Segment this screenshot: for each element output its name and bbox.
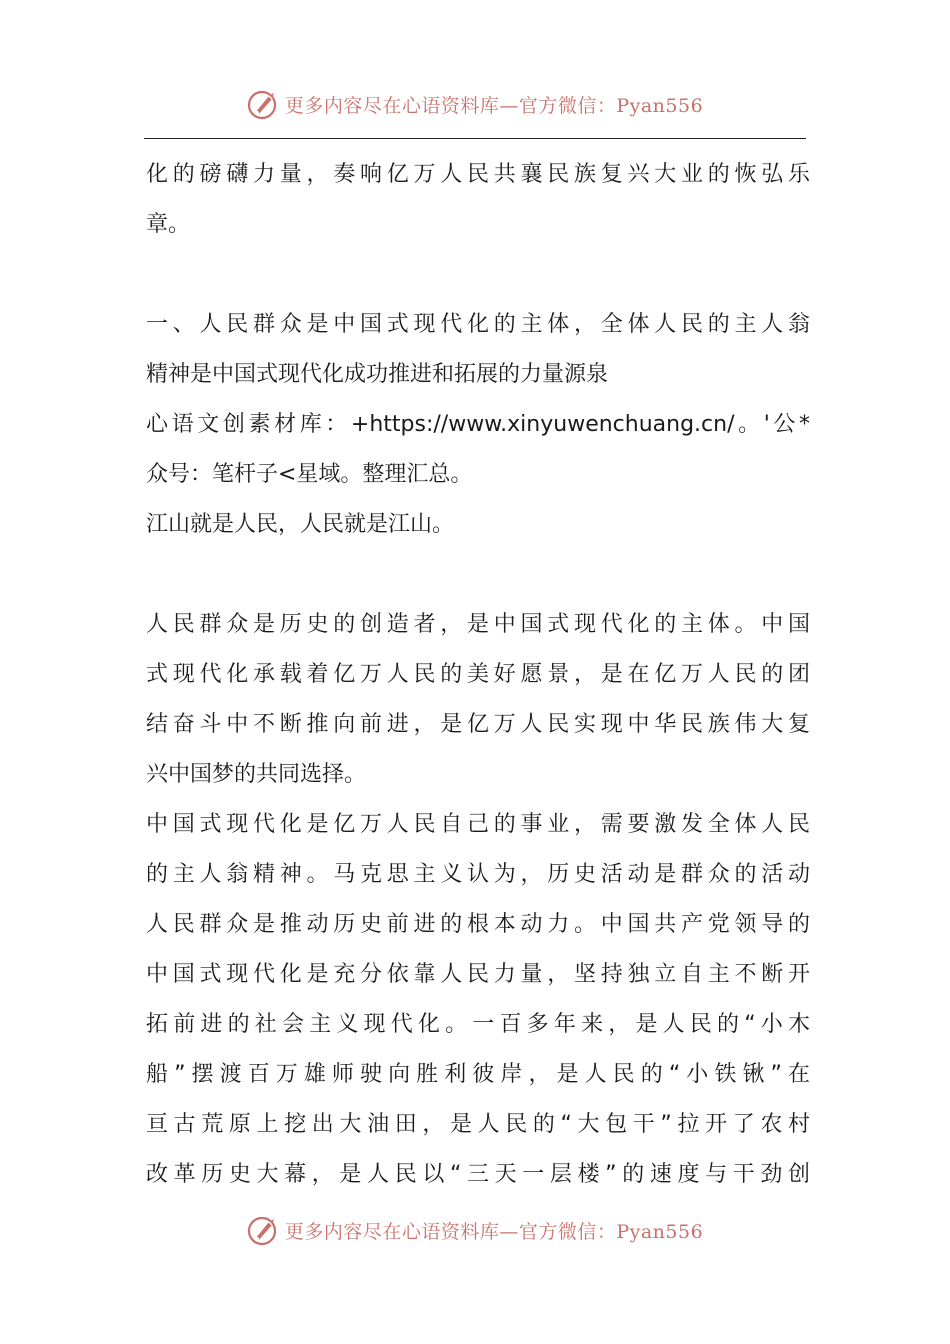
blank-line <box>146 550 810 600</box>
body-line: 章。 <box>146 212 191 237</box>
section-heading: 精神是中国式现代化成功推进和拓展的力量源泉 <box>146 362 609 387</box>
body-line: 人民群众是推动历史前进的根本动力。中国共产党领导的 <box>146 912 810 937</box>
body-line: 兴中国梦的共同选择。 <box>146 762 367 787</box>
footer-banner <box>0 1210 950 1250</box>
pen-nib-logo-icon <box>247 87 281 121</box>
body-line: 拓前进的社会主义现代化。一百多年来，是人民的“小木 <box>146 1012 810 1037</box>
body-line: 式现代化承载着亿万人民的美好愿景，是在亿万人民的团 <box>146 662 810 687</box>
body-line: 的主人翁精神。马克思主义认为，历史活动是群众的活动 <box>146 862 810 887</box>
body-line: 人民群众是历史的创造者，是中国式现代化的主体。中国 <box>146 612 810 637</box>
body-line: 改革历史大幕，是人民以“三天一层楼”的速度与干劲创 <box>146 1162 810 1187</box>
blank-line <box>146 250 810 300</box>
body-line: 船”摆渡百万雄师驶向胜利彼岸，是人民的“小铁锹”在 <box>146 1062 810 1087</box>
footer-banner-text: 更多内容尽在心语资料库—官方微信：Pyan556 <box>284 1220 704 1243</box>
body-line: 结奋斗中不断推向前进，是亿万人民实现中华民族伟大复 <box>146 712 810 737</box>
body-line: 亘古荒原上挖出大油田，是人民的“大包干”拉开了农村 <box>146 1112 810 1137</box>
header-divider <box>144 138 806 139</box>
header-banner <box>0 84 950 124</box>
body-line: 江山就是人民，人民就是江山。 <box>146 512 455 537</box>
body-line: 中国式现代化是充分依靠人民力量，坚持独立自主不断开 <box>146 962 810 987</box>
section-heading: 一、人民群众是中国式现代化的主体，全体人民的主人翁 <box>146 312 810 337</box>
header-banner-text: 更多内容尽在心语资料库—官方微信：Pyan556 <box>284 94 704 117</box>
pen-nib-logo-icon <box>247 1213 281 1247</box>
body-line: 中国式现代化是亿万人民自己的事业，需要激发全体人民 <box>146 812 810 837</box>
document-body <box>146 150 810 1200</box>
watermark-line: 心语文创素材库：+https://www.xinyuwenchuang.cn/。'公* <box>146 412 810 437</box>
body-line: 化的磅礴力量，奏响亿万人民共襄民族复兴大业的恢弘乐 <box>146 162 810 187</box>
watermark-line: 众号：笔杆子<星域。整理汇总。 <box>146 462 473 487</box>
